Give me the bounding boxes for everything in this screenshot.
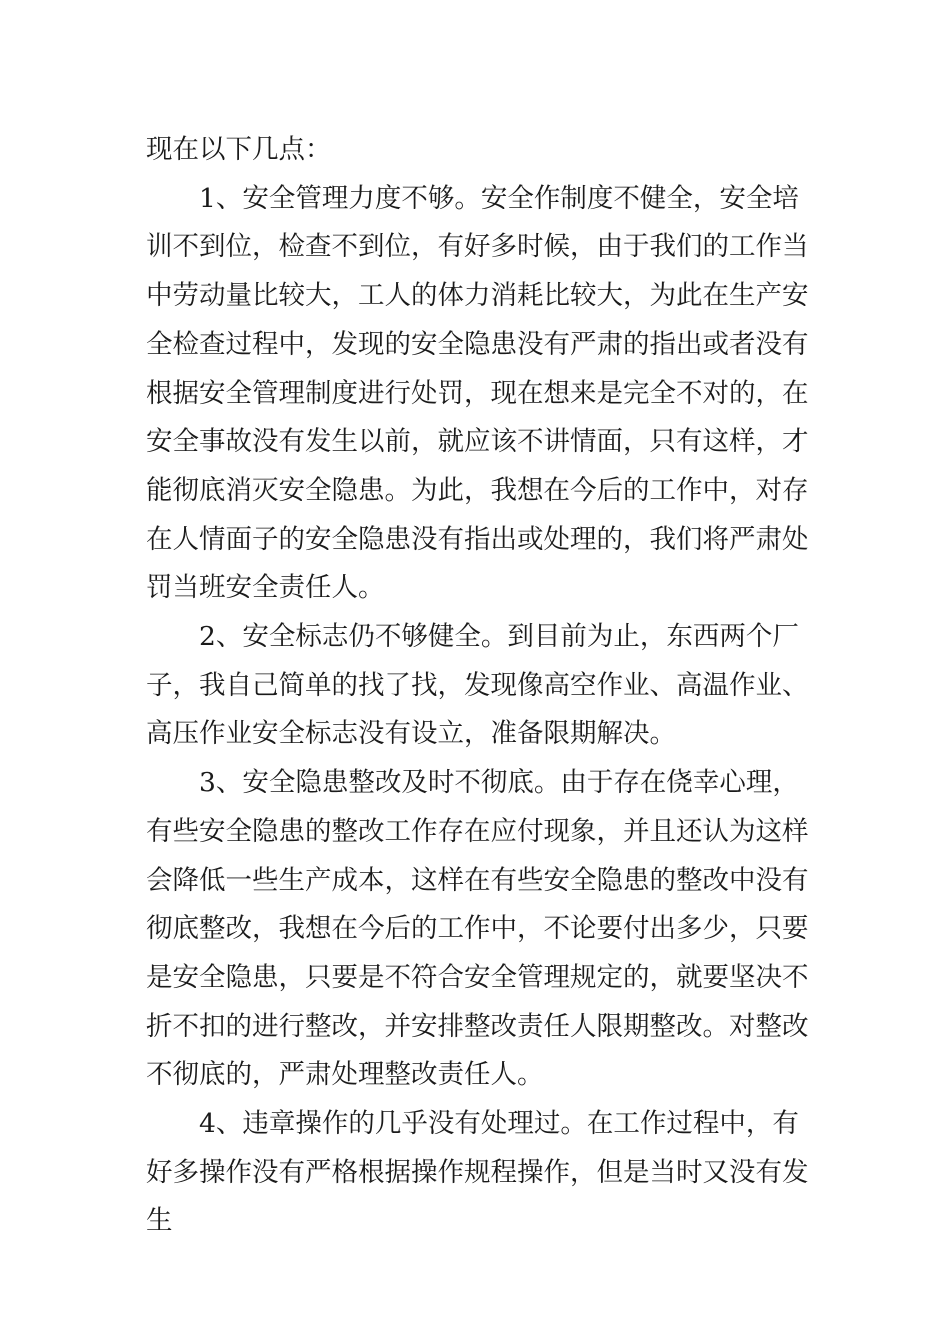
paragraph-point-4: 4、违章操作的几乎没有处理过。在工作过程中，有好多操作没有严格根据操作规程操作，但是当时又没有发生 <box>146 1108 809 1237</box>
paragraph-intro: 现在以下几点： <box>146 134 332 165</box>
paragraph-point-3: 3、安全隐患整改及时不彻底。由于存在侥幸心理，有些安全隐患的整改工作存在应付现象，并且还认为这样会降低一些生产成本，这样在有些安全隐患的整改中没有彻底整改，我想在今后的工作中，不论要付出多少，只要是安全隐患，只要是不符合安全管理规定的，就要坚决不折不扣的进行整改，并安排整改责任人限期整改。对整改不彻底的，严肃处理整改责任人。 <box>146 767 809 1091</box>
paragraph-point-2: 2、安全标志仍不够健全。到目前为止，东西两个厂子，我自己简单的找了找，发现像高空作业、高温作业、高压作业安全标志没有设立，准备限期解决。 <box>146 621 809 750</box>
paragraph-point-1: 1、安全管理力度不够。安全作制度不健全，安全培训不到位，检查不到位，有好多时候，由于我们的工作当中劳动量比较大，工人的体力消耗比较大，为此在生产安全检查过程中，发现的安全隐患没有严肃的指出或者没有根据安全管理制度进行处罚，现在想来是完全不对的，在安全事故没有发生以前，就应该不讲情面，只有这样，才能彻底消灭安全隐患。为此，我想在今后的工作中，对存在人情面子的安全隐患没有指出或处理的，我们将严肃处罚当班安全责任人。 <box>146 182 809 604</box>
document-page <box>146 126 810 1246</box>
